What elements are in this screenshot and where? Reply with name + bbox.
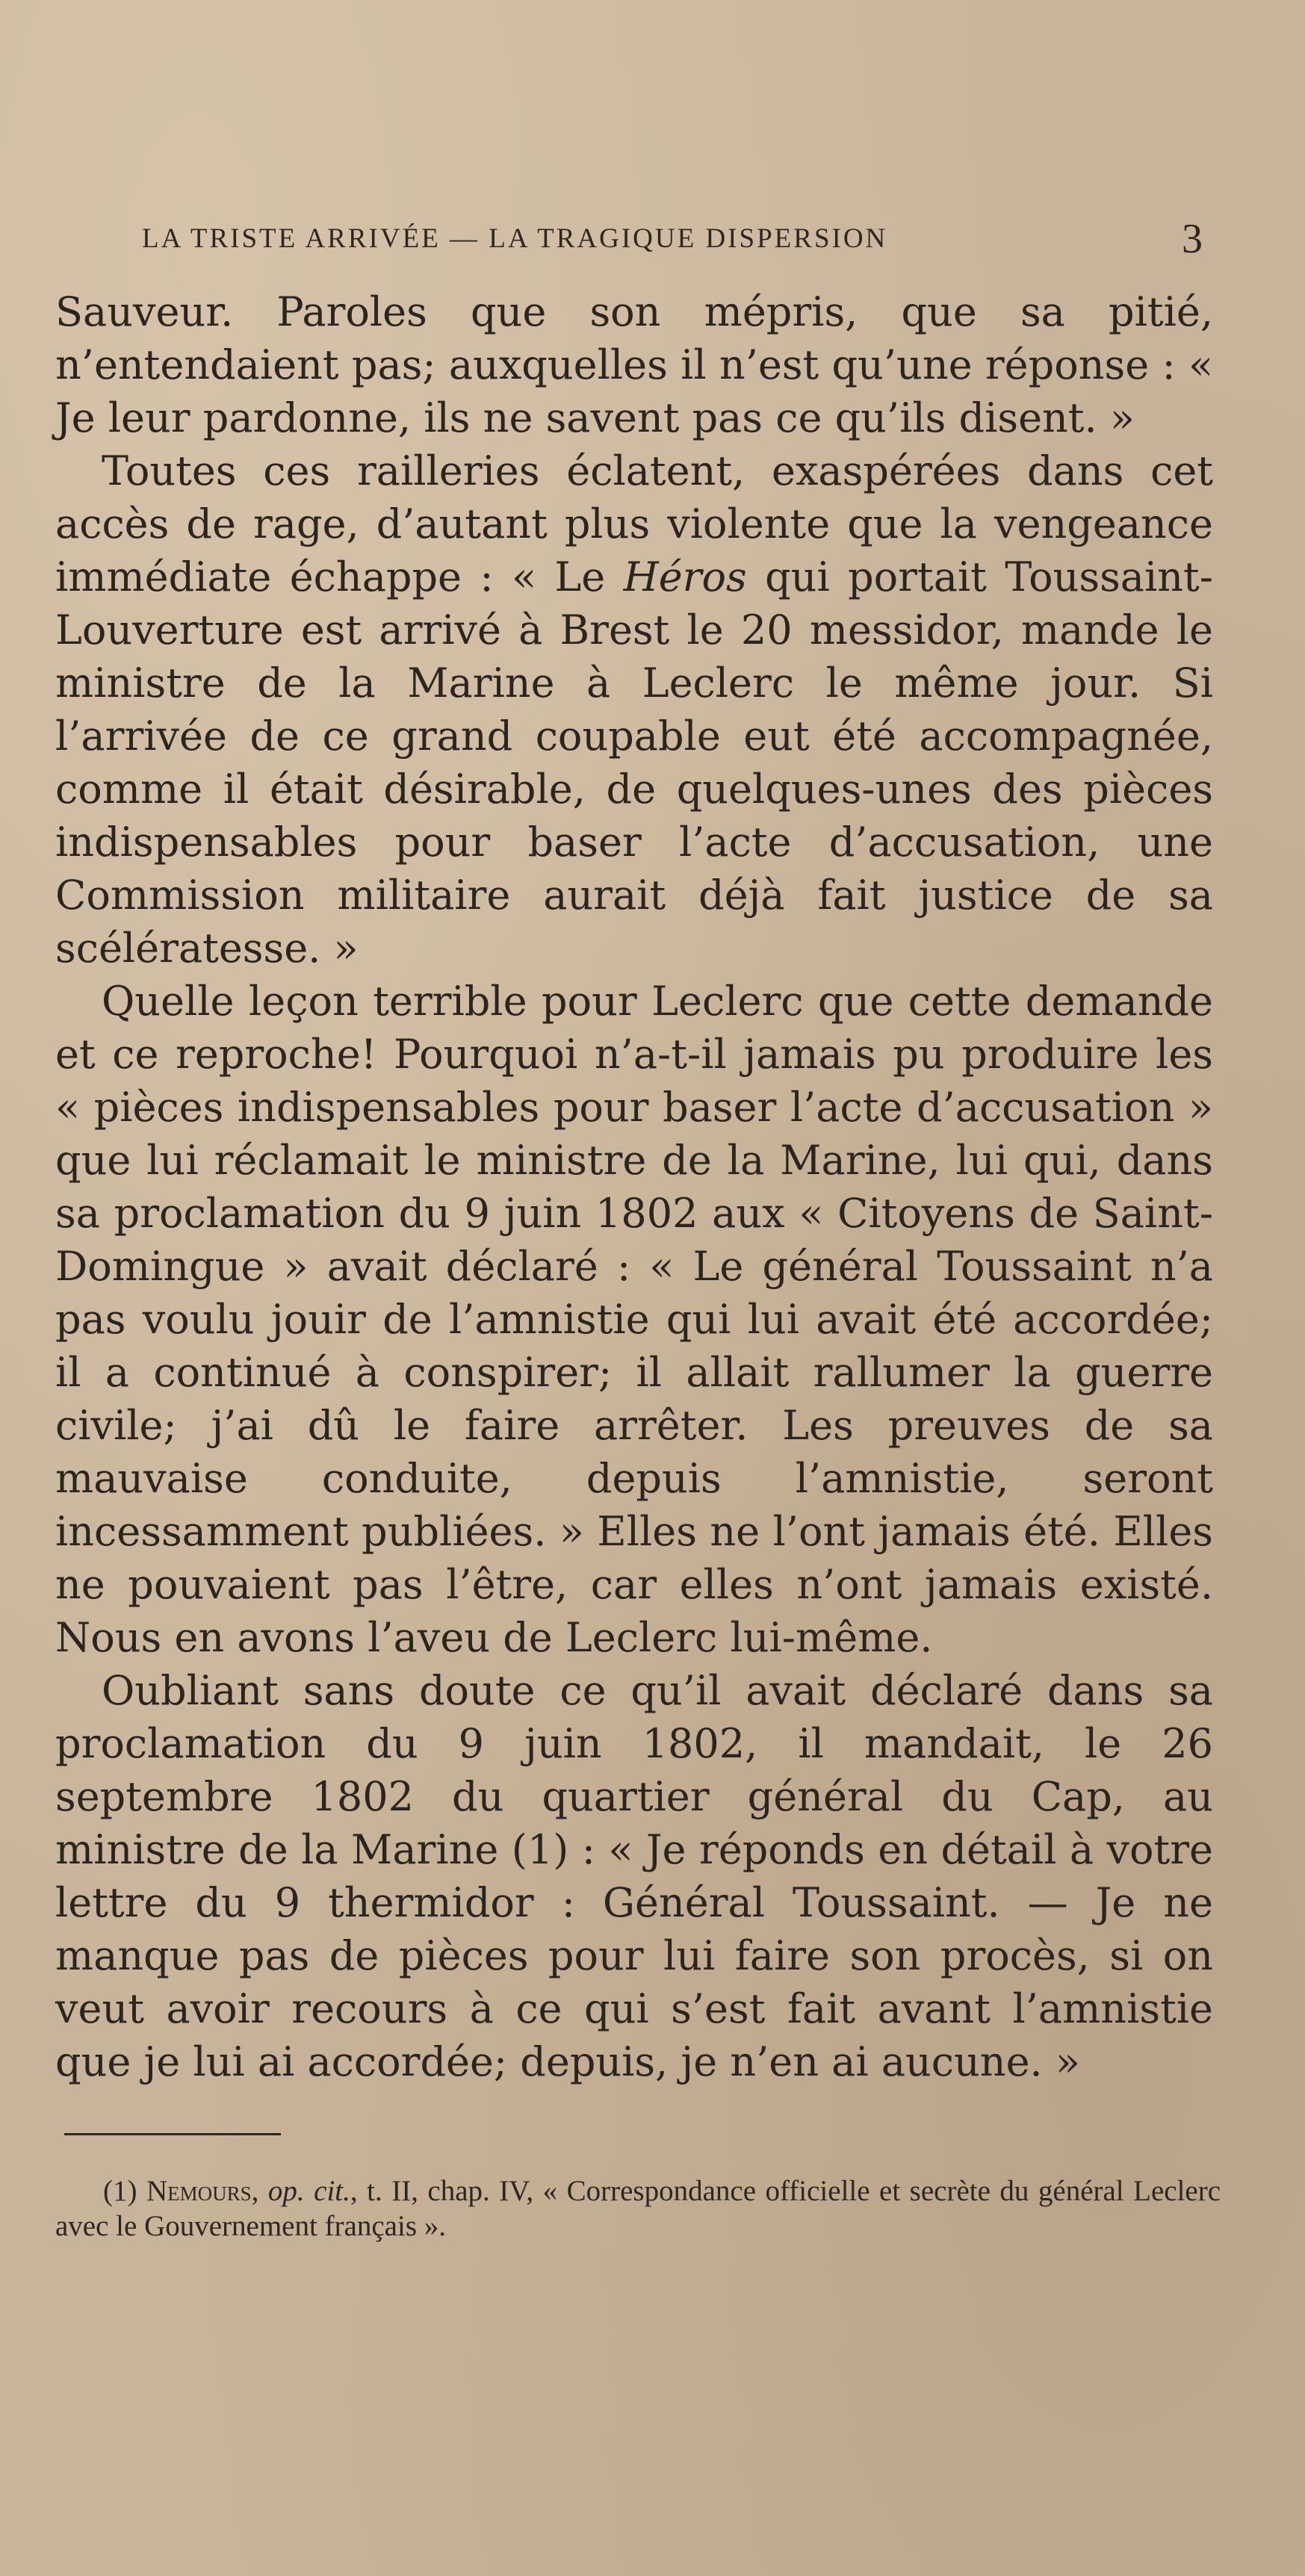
footnote-op-cit: op. cit. <box>267 2175 350 2207</box>
footnote-text: , t. II, chap. IV, « Correspondance officielle et secrète du général Leclerc avec le Gouvernement français ». <box>55 2175 1221 2242</box>
running-head <box>142 217 1203 261</box>
paragraph-2-text-end: qui portait Toussaint-Louverture est arrivé à Brest le 20 messidor, mande le ministre de la Marine à Leclerc le même jour. Si l’arrivée de ce grand coupable eut été accompagnée, comme il était désirable, de quelques-unes des pièces indispensables pour baser l’acte d’accusation, une Commission militaire aurait déjà fait justice de sa scélératesse. » <box>55 553 1213 972</box>
page-number: 3 <box>1182 216 1203 262</box>
running-title: LA TRISTE ARRIVÉE — LA TRAGIQUE DISPERSION <box>142 223 888 254</box>
body-text <box>55 285 1213 2088</box>
paragraph-4-text: Oubliant sans doute ce qu’il avait déclaré dans sa proclamation du 9 juin 1802, il mandait, le 26 septembre 1802 du quartier général du Cap, au ministre de la Marine (1) : « Je réponds en détail à votre lettre du 9 thermidor : Général Toussaint. — Je ne manque pas de pièces pour lui faire son procès, si on veut avoir recours à ce qui s’est fait avant l’amnistie que je lui ai accordée; depuis, je n’en ai aucune. » <box>55 1667 1213 2085</box>
footnote-marker: (1) <box>103 2175 137 2207</box>
paragraph-2 <box>55 444 1213 975</box>
footnote-rule <box>64 2133 281 2135</box>
paragraph-1-text: Sauveur. Paroles que son mépris, que sa pitié, n’entendaient pas; auxquelles il n’est qu’une réponse : « Je leur pardonne, ils ne savent pas ce qu’ils disent. » <box>55 288 1213 441</box>
paragraph-2-text-start: Toutes ces railleries éclatent, exaspérées dans cet accès de rage, d’autant plus violente que la vengeance immédiate échappe : « Le <box>55 447 1213 600</box>
paragraph-3 <box>55 975 1213 1664</box>
footnote-author: Nemours <box>146 2175 252 2207</box>
footnote: (1) Nemours, op. cit., t. II, chap. IV, « Correspondance officielle et secrète du général Leclerc avec le Gouvernement français ». <box>55 2175 1221 2242</box>
paragraph-3-text: Quelle leçon terrible pour Leclerc que cette demande et ce reproche! Pourquoi n’a-t-il jamais pu produire les « pièces indispensables pour baser l’acte d’accusation » que lui réclamait le ministre de la Marine, lui qui, dans sa proclamation du 9 juin 1802 aux « Citoyens de Saint-Domingue » avait déclaré : « Le général Toussaint n’a pas voulu jouir de l’amnistie qui lui avait été accordée; il a continué à conspirer; il allait rallumer la guerre civile; j’ai dû le faire arrêter. Les preuves de sa mauvaise conduite, depuis l’amnistie, seront incessamment publiées. » Elles ne l’ont jamais été. Elles ne pouvaient pas l’être, car elles n’ont jamais existé. Nous en avons l’aveu de Leclerc lui-même. <box>55 978 1213 1661</box>
ship-name: Héros <box>623 553 747 600</box>
paragraph-4 <box>55 1664 1213 2088</box>
paragraph-1 <box>55 285 1213 444</box>
